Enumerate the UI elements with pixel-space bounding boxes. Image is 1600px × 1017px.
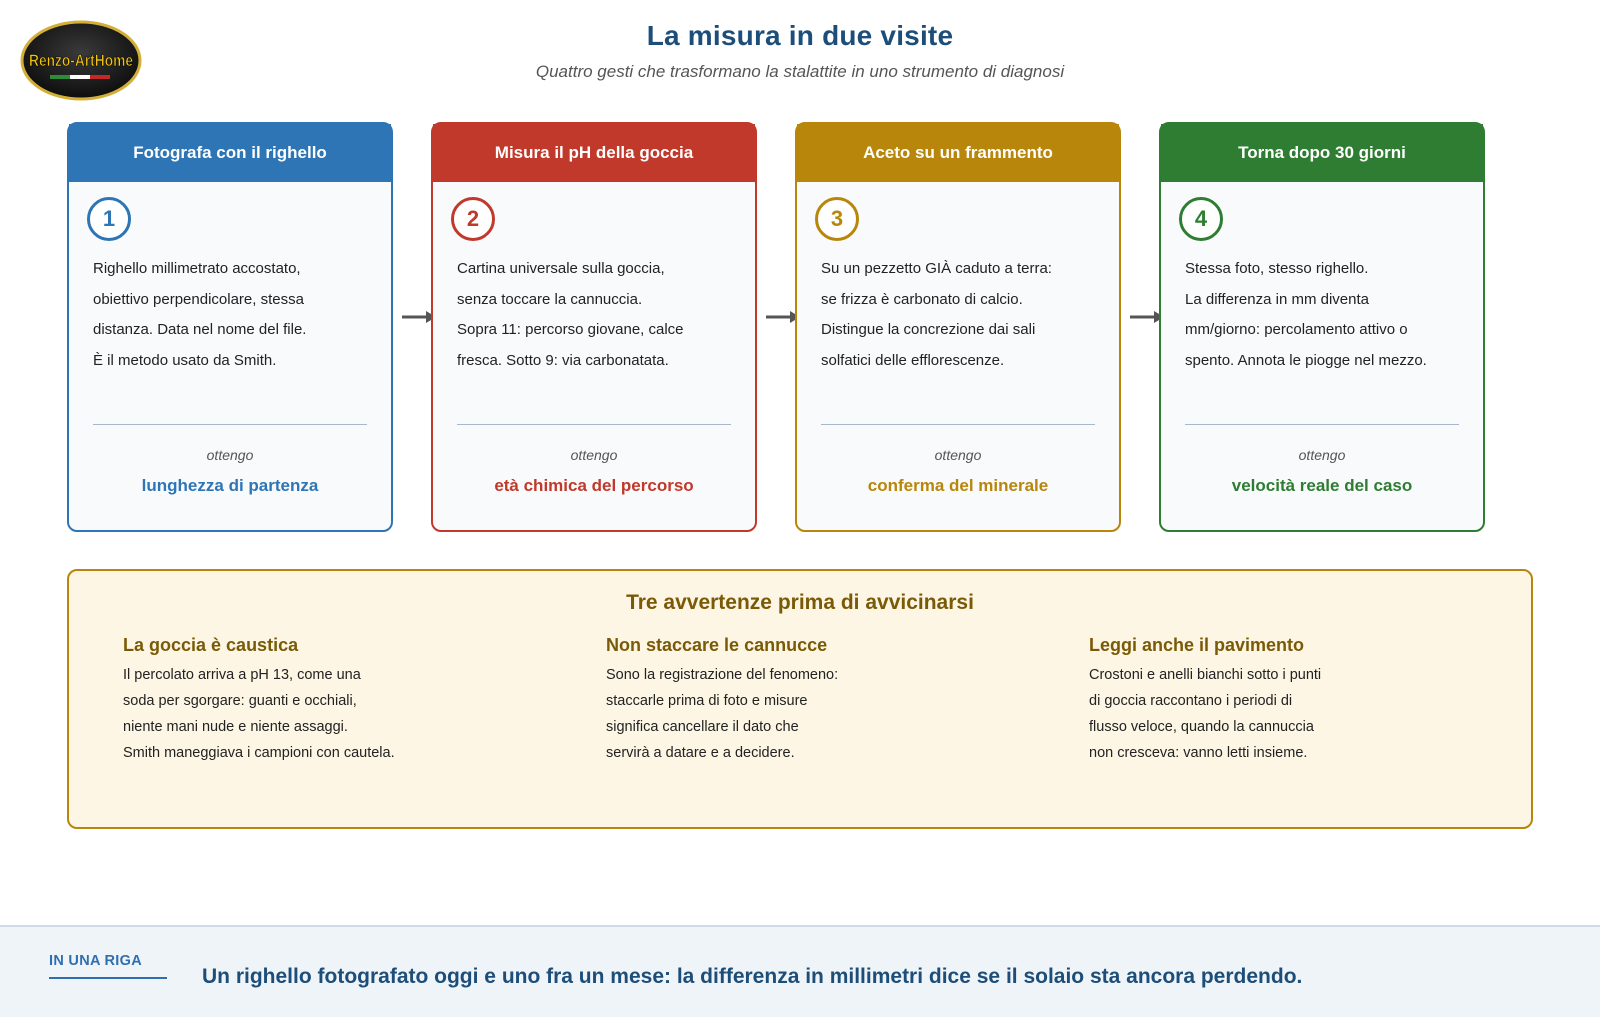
step-description [1185, 254, 1465, 376]
warnings-panel [67, 569, 1533, 829]
warning-text [1089, 662, 1399, 766]
divider [1185, 424, 1459, 425]
step-result: conferma del minerale [867, 476, 1049, 495]
summary-tag: IN UNA RIGA [49, 953, 167, 979]
warning-text-line: Il percolato arriva a pH 13, come una [123, 667, 361, 683]
step-text-line: mm/giorno: percolamento attivo o [1185, 321, 1408, 338]
step-text-line: se frizza è carbonato di calcio. [821, 290, 1023, 308]
warning-text [606, 662, 916, 766]
warning-text-line: flusso veloce, quando la cannuccia [1089, 719, 1314, 735]
step-kicker: ottengo [570, 447, 618, 463]
step-card-1 [67, 122, 393, 532]
summary-line: Un righello fotografato oggi e uno fra un mese: la differenza in millimetri dice se il solaio sta ancora perdendo. [202, 965, 1303, 988]
step-text-line: Distingue la concrezione dai sali [821, 321, 1036, 338]
step-kicker: ottengo [934, 447, 982, 463]
warning-item-straws [606, 635, 916, 766]
step-title: Fotografa con il righello [69, 124, 391, 182]
step-text-line: Cartina universale sulla goccia, [457, 260, 665, 277]
divider [457, 424, 731, 425]
page-subtitle: Quattro gesti che trasformano la stalattite in uno strumento di diagnosi [535, 62, 1065, 81]
step-title: Misura il pH della goccia [433, 124, 755, 182]
step-text-line: La differenza in mm diventa [1185, 290, 1369, 308]
warning-item-floor [1089, 635, 1399, 766]
step-text-line: Righello millimetrato accostato, [93, 260, 301, 277]
logo-text: Renzo-ArtHome [29, 51, 133, 70]
warning-text-line: niente mani nude e niente assaggi. [123, 719, 348, 735]
step-text-line: spento. Annota le piogge nel mezzo. [1185, 351, 1427, 369]
step-result: velocità reale del caso [1231, 476, 1413, 495]
step-kicker: ottengo [1298, 447, 1346, 463]
step-text-line: Sopra 11: percorso giovane, calce [457, 321, 684, 338]
step-kicker: ottengo [206, 447, 254, 463]
step-text-line: solfatici delle efflorescenze. [821, 351, 1005, 369]
step-text-line: distanza. Data nel nome del file. [93, 321, 307, 338]
step-text-line: È il metodo usato da Smith. [93, 351, 277, 369]
step-text-line: fresca. Sotto 9: via carbonatata. [457, 351, 669, 369]
step-number-badge: 1 [87, 197, 131, 241]
step-number-badge: 2 [451, 197, 495, 241]
step-text-line: Su un pezzetto GIÀ caduto a terra: [821, 260, 1052, 277]
warning-text-line: staccarle prima di foto e misure [606, 693, 808, 709]
step-text-line: obiettivo perpendicolare, stessa [93, 290, 304, 308]
warning-text-line: non cresceva: vanno letti insieme. [1089, 745, 1308, 761]
step-description [93, 254, 373, 376]
step-description [457, 254, 737, 376]
warning-text-line: soda per sgorgare: guanti e occhiali, [123, 693, 357, 709]
step-result: lunghezza di partenza [141, 476, 319, 495]
step-result: età chimica del percorso [494, 476, 694, 495]
warning-text [123, 662, 433, 766]
warning-item-caustic [123, 635, 433, 766]
divider [821, 424, 1095, 425]
step-description [821, 254, 1101, 376]
step-card-2 [431, 122, 757, 532]
step-text-line: senza toccare la cannuccia. [457, 290, 643, 308]
page-header [0, 20, 1600, 82]
warning-title: La goccia è caustica [123, 635, 299, 655]
warning-text-line: Sono la registrazione del fenomeno: [606, 667, 839, 683]
divider [93, 424, 367, 425]
warning-text-line: Smith maneggiava i campioni con cautela. [123, 745, 395, 761]
step-card-3 [795, 122, 1121, 532]
step-number-badge: 4 [1179, 197, 1223, 241]
warning-text-line: servirà a datare e a decidere. [606, 745, 795, 761]
warning-text-line: di goccia raccontano i periodi di [1089, 693, 1293, 709]
step-card-4 [1159, 122, 1485, 532]
step-text-line: Stessa foto, stesso righello. [1185, 260, 1369, 277]
warning-title: Non staccare le cannucce [606, 635, 828, 655]
warning-text-line: Crostoni e anelli bianchi sotto i punti [1089, 667, 1322, 683]
step-number-badge: 3 [815, 197, 859, 241]
warning-title: Leggi anche il pavimento [1089, 635, 1305, 655]
summary-footer [0, 925, 1600, 1017]
step-title: Aceto su un frammento [797, 124, 1119, 182]
step-title: Torna dopo 30 giorni [1161, 124, 1483, 182]
page-title: La misura in due visite [646, 20, 954, 51]
steps-row [67, 122, 1508, 532]
warning-text-line: significa cancellare il dato che [606, 719, 799, 735]
warnings-title: Tre avvertenze prima di avvicinarsi [626, 591, 974, 614]
